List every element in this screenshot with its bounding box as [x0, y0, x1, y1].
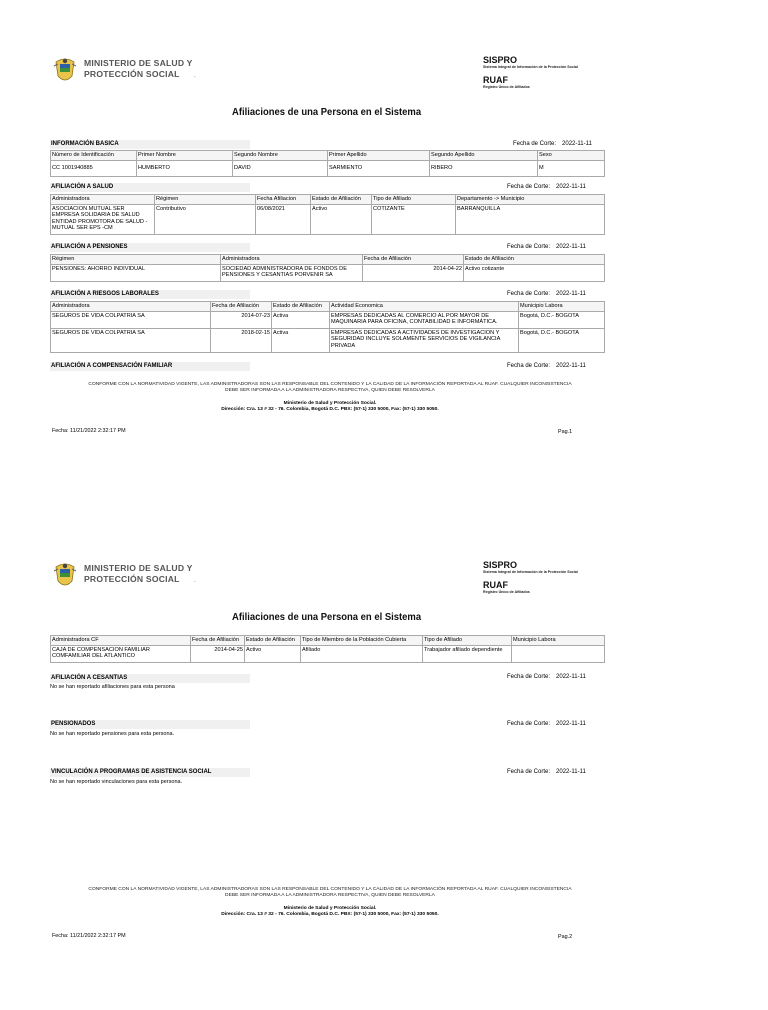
table-row: [51, 204, 605, 234]
footer-address-line: Dirección: Cra. 13 # 32 - 76. Colombia, Bogotá D.C. PBX: (57-1) 330 5000, Fax: (57-1) 330 5050.: [221, 912, 439, 917]
pensiones-table: [50, 254, 605, 282]
cell-estado: Activa: [272, 311, 330, 328]
header-cell: Estado de Afiliación: [311, 195, 372, 205]
fecha-corte-value: 2022-11-11: [556, 363, 586, 369]
cell-estado: Activo: [245, 645, 301, 662]
cell-primer-nombre: HUMBERTO: [137, 160, 233, 176]
cell-administradora: SOCIEDAD ADMINISTRADORA DE FONDOS DE PENSIONES Y CESANTIAS PORVENIR SA: [221, 264, 363, 281]
header-cell: Régimen: [155, 195, 256, 205]
ruaf-text: RUAF: [483, 580, 508, 590]
fecha-corte: [507, 183, 586, 192]
cell-fecha-afiliacion: 2014-04-22: [363, 264, 464, 281]
ministry-line1: MINISTERIO DE SALUD Y: [84, 563, 193, 573]
section-title-salud: AFILIACIÓN A SALUD: [50, 183, 250, 192]
page-title: Afiliaciones de una Persona en el Sistema: [232, 611, 422, 623]
cell-fecha-afiliacion: 2014-04-25: [191, 645, 245, 662]
fecha-corte: [507, 362, 586, 371]
header-cell: Administradora CF: [51, 636, 191, 646]
cell-sexo: M: [538, 160, 605, 176]
cell-tipo-afiliado: Trabajador afiliado dependiente: [423, 645, 512, 662]
cell-administradora: ASOCIACION MUTUAL SER EMPRESA SOLIDARIA DE SALUD ENTIDAD PROMOTORA DE SALUD - MUTUAL SER EPS -CM: [51, 204, 155, 234]
header-cell: Municipio Labora: [519, 302, 605, 312]
disclaimer-line1: CONFORME CON LA NORMATIVIDAD VIGENTE, LAS ADMINISTRADORAS SON LAS RESPONSABLE DEL CONTENIDO Y LA CALIDAD DE LA INFORMACIÓN REPORTADA AL RUAF. CUALQUIER INCONSISTENCIA: [88, 887, 572, 892]
header-cell: Tipo de Afiliado: [423, 636, 512, 646]
colombia-coat-of-arms-icon: [52, 56, 78, 84]
cell-actividad: EMPRESAS DEDICADAS A ACTIVIDADES DE INVESTIGACION Y SEGURIDAD INCLUYE SOLAMENTE SERVICIOS DE VIGILANCIA PRIVADA: [330, 328, 519, 352]
cell-estado: Activo cotizante: [464, 264, 605, 281]
section-title-info-basica: INFORMACIÓN BASICA: [50, 140, 250, 149]
cell-municipio: BARRANQUILLA: [456, 204, 605, 234]
table-row: [51, 311, 605, 328]
header-cell: Tipo de Miembro de la Población Cubierta: [301, 636, 423, 646]
fecha-corte-label: Fecha de Corte:: [507, 244, 551, 250]
table-header-row: [51, 302, 605, 312]
print-date: Fecha: 11/21/2022 2:32:17 PM: [52, 428, 126, 434]
ministry-name: [84, 563, 196, 585]
header-cell: Sexo: [538, 151, 605, 161]
header-cell: Departamento -> Municipio: [456, 195, 605, 205]
footer-org: Ministerio de Salud y Protección Social.: [283, 906, 377, 911]
section-title-riesgos: AFILIACIÓN A RIESGOS LABORALES: [50, 290, 250, 299]
header-cell: Fecha Afiliacion: [256, 195, 311, 205]
section-title-pensiones: AFILIACIÓN A PENSIONES: [50, 243, 250, 252]
cell-fecha-afiliacion: 2018-02-15: [211, 328, 272, 352]
cell-tipo-miembro: Afiliado: [301, 645, 423, 662]
asistencia-message: No se han reportado vinculaciones para esta persona.: [50, 779, 183, 785]
table-row: [51, 328, 605, 352]
cell-municipio: Bogotá, D.C.- BOGOTA: [519, 311, 605, 328]
header-cell: Fecha de Afiliación: [191, 636, 245, 646]
table-header-row: [51, 195, 605, 205]
disclaimer-line2: DEBE SER INFORMADA A LA ADMINISTRADORA RESPECTIVA, QUIEN DEBE RESOLVERLA: [225, 893, 435, 898]
fecha-corte-label: Fecha de Corte:: [507, 184, 551, 190]
cell-municipio: Bogotá, D.C.- BOGOTA: [519, 328, 605, 352]
cell-identificacion: CC 1001940885: [51, 160, 137, 176]
header-cell: Segundo Nombre: [233, 151, 328, 161]
cell-segundo-apellido: RIBERO: [430, 160, 538, 176]
header-cell: Fecha de Afiliación: [363, 255, 464, 265]
header-cell: Municipio Labora: [512, 636, 605, 646]
fecha-corte-label: Fecha de Corte:: [507, 291, 551, 297]
sispro-logo: [483, 560, 578, 595]
footer-org: Ministerio de Salud y Protección Social.: [283, 401, 377, 406]
fecha-corte: [507, 673, 586, 682]
sispro-text: SISPRO: [483, 55, 518, 65]
header-cell: Tipo de Afiliado: [372, 195, 456, 205]
ministry-line2: PROTECCIÓN SOCIAL: [84, 69, 180, 79]
table-row: [51, 264, 605, 281]
ministry-dot: .: [193, 574, 197, 584]
disclaimer-line2: DEBE SER INFORMADA A LA ADMINISTRADORA RESPECTIVA, QUIEN DEBE RESOLVERLA: [225, 388, 435, 393]
cell-segundo-nombre: DAVID: [233, 160, 328, 176]
ruaf-subtitle: Registro Único de Afiliados: [483, 85, 530, 89]
section-title-compensacion: AFILIACIÓN A COMPENSACIÓN FAMILIAR: [50, 362, 250, 371]
ministry-dot: .: [193, 69, 197, 79]
header-cell: Administradora: [51, 195, 155, 205]
colombia-coat-of-arms-icon: [52, 561, 78, 589]
page-title: Afiliaciones de una Persona en el Sistema: [232, 106, 422, 118]
disclaimer: [50, 382, 610, 394]
table-header-row: [51, 636, 605, 646]
footer-address: [50, 906, 610, 918]
cell-primer-apellido: SARMIENTO: [328, 160, 430, 176]
riesgos-table: [50, 301, 605, 353]
ministry-line1: MINISTERIO DE SALUD Y: [84, 58, 193, 68]
ministry-line2: PROTECCIÓN SOCIAL: [84, 574, 180, 584]
cell-estado: Activa: [272, 328, 330, 352]
header-cell: Estado de Afiliación: [272, 302, 330, 312]
header-cell: Administradora: [51, 302, 211, 312]
table-header-row: [51, 255, 605, 265]
sispro-logo: [483, 55, 578, 90]
sispro-text: SISPRO: [483, 560, 518, 570]
fecha-corte-label: Fecha de Corte:: [513, 141, 557, 147]
info-basica-table: [50, 150, 605, 177]
fecha-corte-value: 2022-11-11: [556, 769, 586, 775]
ruaf-subtitle: Registro Único de Afiliados: [483, 590, 530, 594]
header-cell: Primer Nombre: [137, 151, 233, 161]
ruaf-text: RUAF: [483, 75, 508, 85]
cell-administradora: SEGUROS DE VIDA COLPATRIA SA: [51, 311, 211, 328]
header-cell: Actividad Economica: [330, 302, 519, 312]
cell-regimen: PENSIONES: AHORRO INDIVIDUAL: [51, 264, 221, 281]
header-cell: Estado de Afiliación: [464, 255, 605, 265]
cell-administradora: SEGUROS DE VIDA COLPATRIA SA: [51, 328, 211, 352]
salud-table: [50, 194, 605, 235]
fecha-corte: [507, 768, 586, 777]
fecha-corte-label: Fecha de Corte:: [507, 674, 551, 680]
cell-administradora: CAJA DE COMPENSACION FAMILIAR COMFAMILIAR DEL ATLANTICO: [51, 645, 191, 662]
pensionados-message: No se han reportado pensiones para esta persona.: [50, 731, 175, 737]
sispro-subtitle: Sistema Integral de Información de la Protección Social: [483, 570, 578, 574]
cell-actividad: EMPRESAS DEDICADAS AL COMERCIO AL POR MAYOR DE MAQUINARIA PARA OFICINA, CONTABILIDAD E INFORMÁTICA.: [330, 311, 519, 328]
cell-regimen: Contributivo: [155, 204, 256, 234]
header-cell: Estado de Afiliación: [245, 636, 301, 646]
footer-address-line: Dirección: Cra. 13 # 32 - 76. Colombia, Bogotá D.C. PBX: (57-1) 330 5000, Fax: (57-1) 330 5050.: [221, 407, 439, 412]
header-cell: Fecha de Afiliación: [211, 302, 272, 312]
cesantias-message: No se han reportado afiliaciones para esta persona: [50, 684, 175, 690]
fecha-corte: [513, 140, 592, 149]
fecha-corte-value: 2022-11-11: [556, 244, 586, 250]
fecha-corte-label: Fecha de Corte:: [507, 363, 551, 369]
section-title-pensionados: PENSIONADOS: [50, 720, 250, 729]
footer-address: [50, 401, 610, 413]
fecha-corte: [507, 290, 586, 299]
fecha-corte-label: Fecha de Corte:: [507, 769, 551, 775]
header-cell: Régimen: [51, 255, 221, 265]
sispro-subtitle: Sistema Integral de Información de la Protección Social: [483, 65, 578, 69]
fecha-corte: [507, 243, 586, 252]
ministry-name: [84, 58, 196, 80]
cell-fecha-afiliacion: 06/08/2021: [256, 204, 311, 234]
table-row: [51, 645, 605, 662]
section-title-cesantias: AFILIACIÓN A CESANTIAS: [50, 674, 250, 683]
print-date: Fecha: 11/21/2022 2:32:17 PM: [52, 933, 126, 939]
header-cell: Segundo Apellido: [430, 151, 538, 161]
disclaimer-line1: CONFORME CON LA NORMATIVIDAD VIGENTE, LAS ADMINISTRADORAS SON LAS RESPONSABLE DEL CONTENIDO Y LA CALIDAD DE LA INFORMACIÓN REPORTADA AL RUAF. CUALQUIER INCONSISTENCIA: [88, 382, 572, 387]
fecha-corte-label: Fecha de Corte:: [507, 721, 551, 727]
cell-tipo-afiliado: COTIZANTE: [372, 204, 456, 234]
disclaimer: [50, 887, 610, 899]
fecha-corte-value: 2022-11-11: [562, 141, 592, 147]
compensacion-table: [50, 635, 605, 663]
fecha-corte-value: 2022-11-11: [556, 721, 586, 727]
table-row: [51, 160, 605, 176]
header-cell: Número de Identificación: [51, 151, 137, 161]
page-number: Pag.2: [558, 934, 573, 940]
page-2: [0, 505, 768, 1010]
cell-estado: Activo: [311, 204, 372, 234]
table-header-row: [51, 151, 605, 161]
fecha-corte-value: 2022-11-11: [556, 291, 586, 297]
page-number: Pag.1: [558, 429, 573, 435]
fecha-corte-value: 2022-11-11: [556, 674, 586, 680]
header-cell: Administradora: [221, 255, 363, 265]
cell-fecha-afiliacion: 2014-07-23: [211, 311, 272, 328]
fecha-corte-value: 2022-11-11: [556, 184, 586, 190]
cell-municipio: [512, 645, 605, 662]
fecha-corte: [507, 720, 586, 729]
section-title-asistencia: VINCULACIÓN A PROGRAMAS DE ASISTENCIA SOCIAL: [50, 768, 250, 777]
header-cell: Primer Apellido: [328, 151, 430, 161]
